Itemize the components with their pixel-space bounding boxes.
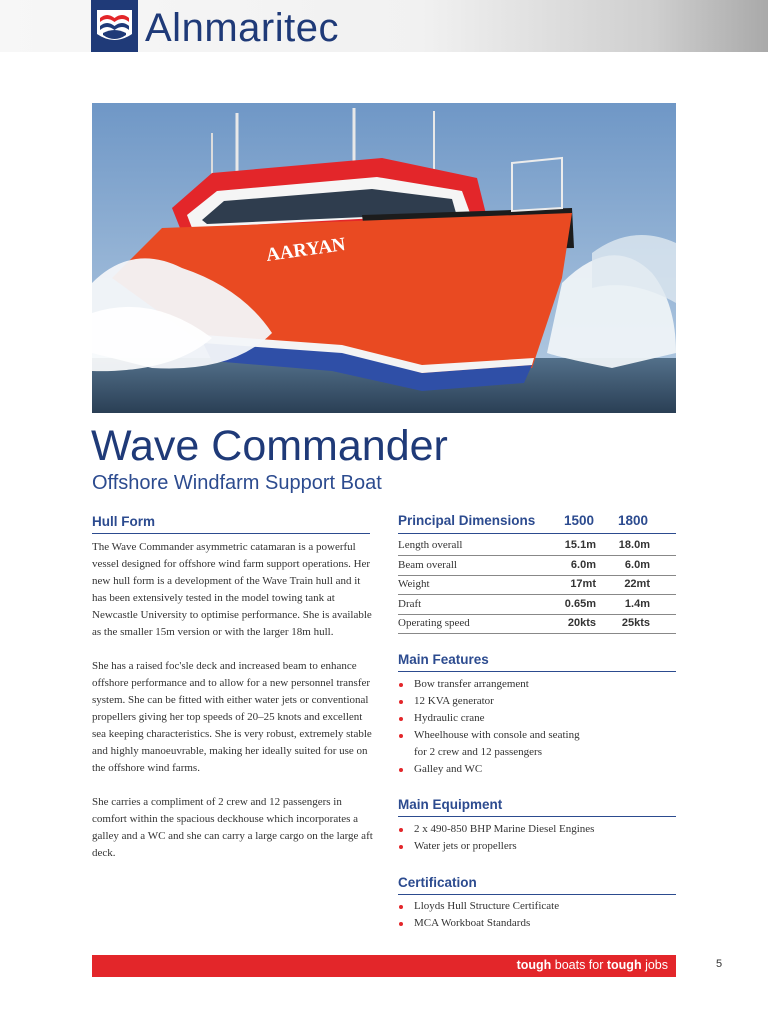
hull-form-paragraph-3: She carries a compliment of 2 crew and 12 passengers in comfort within the spacious deckhouse which incorporates a galley and a WC and she can carry a large cargo on the large aft deck. xyxy=(92,796,373,859)
list-item-text: Lloyds Hull Structure Certificate xyxy=(414,900,560,912)
dimension-value-1500: 0.65m xyxy=(564,598,596,610)
boat-name-label: AARYAN xyxy=(264,234,347,266)
page-number: 5 xyxy=(716,958,723,970)
hull-form-text xyxy=(92,539,374,879)
dimensions-col-1500: 1500 xyxy=(564,513,595,528)
list-item-text: Galley and WC xyxy=(414,763,483,775)
dimension-value-1800: 22mt xyxy=(624,578,650,590)
list-item-continuation xyxy=(398,744,678,761)
list-item xyxy=(398,727,678,744)
dimension-value-1800: 6.0m xyxy=(624,559,650,571)
bullet-icon xyxy=(399,922,403,926)
dimensions-rule xyxy=(398,533,676,534)
certification-rule xyxy=(398,894,676,895)
main-equipment-heading: Main Equipment xyxy=(398,797,503,812)
footer-tagline xyxy=(517,958,668,972)
page-title: Wave Commander xyxy=(91,422,448,470)
bullet-icon xyxy=(399,717,403,721)
brand-name: Alnmaritec xyxy=(145,6,339,50)
list-item-text: Water jets or propellers xyxy=(414,840,517,852)
list-item-text: for 2 crew and 12 passengers xyxy=(414,746,542,758)
certification-heading: Certification xyxy=(398,875,477,890)
dimension-label: Length overall xyxy=(398,539,463,551)
hull-form-heading: Hull Form xyxy=(92,514,155,529)
bullet-icon xyxy=(399,828,403,832)
list-item xyxy=(398,898,678,915)
dimension-value-1500: 20kts xyxy=(567,617,596,629)
list-item-text: 12 KVA generator xyxy=(414,695,494,707)
list-item-text: Bow transfer arrangement xyxy=(414,678,529,690)
tagline-word: tough xyxy=(516,958,552,972)
bullet-icon xyxy=(399,845,403,849)
dimension-value-1500: 17mt xyxy=(570,578,596,590)
table-row xyxy=(398,595,676,615)
main-features-heading: Main Features xyxy=(398,652,489,667)
dimension-value-1800: 1.4m xyxy=(624,598,650,610)
list-item-text: Hydraulic crane xyxy=(414,712,485,724)
table-row xyxy=(398,556,676,576)
list-item xyxy=(398,821,678,838)
dimensions-col-1800: 1800 xyxy=(618,513,649,528)
dimension-value-1500: 6.0m xyxy=(570,559,596,571)
table-row xyxy=(398,614,676,634)
tagline-word: jobs xyxy=(641,958,668,972)
dimension-value-1500: 15.1m xyxy=(564,539,596,551)
page-header xyxy=(0,0,768,52)
bullet-icon xyxy=(399,905,403,909)
bullet-icon xyxy=(399,734,403,738)
dimension-label: Weight xyxy=(398,578,430,590)
list-item xyxy=(398,838,678,855)
dimension-label: Draft xyxy=(398,598,422,610)
tagline-word: boats for xyxy=(551,958,607,972)
dimensions-heading: Principal Dimensions xyxy=(398,513,536,528)
list-item xyxy=(398,693,678,710)
list-item xyxy=(398,915,678,932)
list-item xyxy=(398,761,678,778)
tagline-word: tough xyxy=(606,958,642,972)
table-row xyxy=(398,536,676,556)
list-item xyxy=(398,710,678,727)
footer-bar xyxy=(92,955,676,977)
dimension-label: Operating speed xyxy=(398,617,470,629)
bullet-icon xyxy=(399,768,403,772)
boat-photo xyxy=(92,103,676,413)
main-features-rule xyxy=(398,671,676,672)
hull-form-paragraph-2: She has a raised foc'sle deck and increased beam to enhance offshore performance and to allow for a new personnel transfer system. She can be fitted with either water jets or conventional propellers giving her top speeds of 20–25 knots and excellent sea keeping characteristics. She is very robust, extremely stable and highly manoeuvrable, making her ideally suited for use on the offshore wind farms. xyxy=(92,660,372,774)
list-item-text: 2 x 490-850 BHP Marine Diesel Engines xyxy=(414,823,595,835)
list-item-text: Wheelhouse with console and seating xyxy=(414,729,580,741)
logo-shield-icon xyxy=(91,0,138,52)
main-equipment-rule xyxy=(398,816,676,817)
bullet-icon xyxy=(399,683,403,687)
list-item xyxy=(398,676,678,693)
main-features-list xyxy=(398,676,678,778)
dimension-value-1800: 18.0m xyxy=(618,539,650,551)
dimension-value-1800: 25kts xyxy=(621,617,650,629)
bullet-icon xyxy=(399,700,403,704)
dimension-label: Beam overall xyxy=(398,559,457,571)
table-row xyxy=(398,575,676,595)
dimensions-header xyxy=(398,513,676,531)
main-equipment-list xyxy=(398,821,678,855)
certification-list xyxy=(398,898,678,932)
hull-form-paragraph-1: The Wave Commander asymmetric catamaran is a powerful vessel designed for offshore wind farm support operations. Her new hull form is a development of the Wave Train hull and it has been extensively tested in the model towing tank at Newcastle University to optimise performance. She is available as the smaller 15m version or with the larger 18m hull. xyxy=(92,541,372,638)
hull-form-rule xyxy=(92,533,370,534)
page-subtitle: Offshore Windfarm Support Boat xyxy=(92,472,382,494)
list-item-text: MCA Workboat Standards xyxy=(414,917,531,929)
